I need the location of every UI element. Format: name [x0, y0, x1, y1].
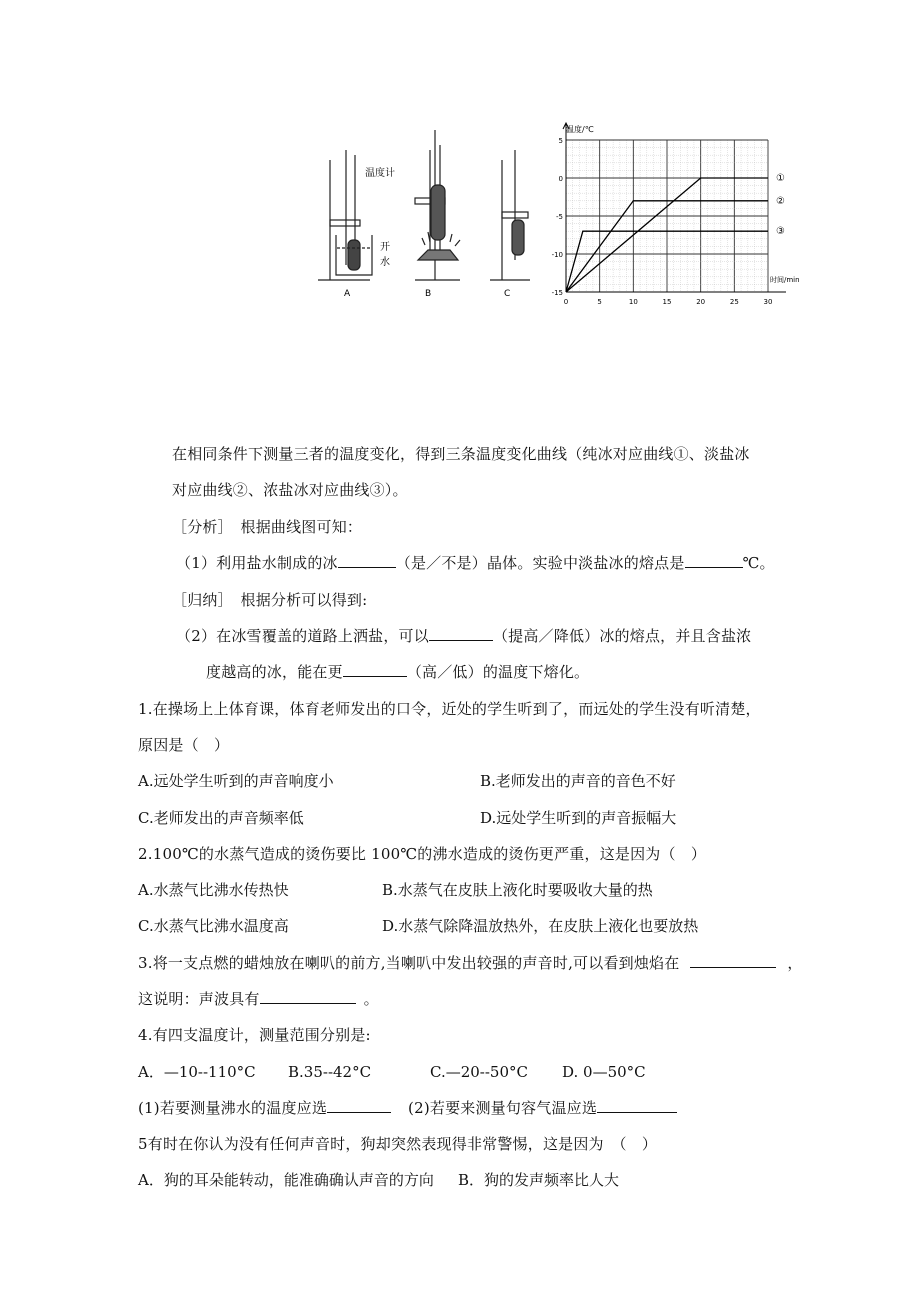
x-tick-label: 0: [563, 298, 569, 306]
label-a: A: [344, 289, 351, 299]
question-2-option-d[interactable]: D.水蒸气除降温放热外，在皮肤上液化也要放热: [382, 917, 699, 935]
question-5-stem: 5有时在你认为没有任何声音时，狗却突然表现得非常警惕，这是因为 （ ）: [138, 1135, 658, 1153]
q1-blank-crystal[interactable]: [338, 553, 396, 568]
series-label-1: ①: [776, 173, 785, 184]
x-tick-label: 10: [628, 298, 638, 306]
question-3-line-2: [138, 989, 379, 1009]
question-2-option-a[interactable]: A.水蒸气比沸水传热快: [138, 881, 289, 899]
analysis-heading: ［分析］ 根据曲线图可知：: [172, 518, 363, 536]
question-4-option-a[interactable]: A．—10--110°C: [138, 1063, 256, 1081]
y-tick-label: 0: [558, 175, 563, 183]
x-tick-label: 30: [763, 298, 773, 306]
series-label-3: ③: [776, 226, 785, 238]
question-1-option-b[interactable]: B.老师发出的声音的音色不好: [480, 772, 676, 790]
q2-text-d: （高／低）的温度下熔化。: [406, 663, 590, 681]
chart-ticks: [552, 137, 773, 306]
chart-y-label: 温度/℃: [566, 125, 594, 134]
question-5-option-a[interactable]: A．狗的耳朵能转动，能准确确认声音的方向: [138, 1171, 434, 1189]
question-1-option-c[interactable]: C.老师发出的声音频率低: [138, 809, 304, 827]
question-4-subquestions: [138, 1098, 677, 1118]
question-1-option-d[interactable]: D.远处学生听到的声音振幅大: [480, 809, 677, 827]
question-1-stem-1: 1.在操场上上体育课，体育老师发出的口令，近处的学生听到了，而远处的学生没有听清楚，: [138, 700, 761, 718]
question-1-option-a[interactable]: A.远处学生听到的声音响度小: [138, 772, 334, 790]
x-tick-label: 15: [662, 298, 672, 306]
q2-blank-melting-change[interactable]: [429, 626, 493, 641]
question-5-option-b[interactable]: B．狗的发声频率比人大: [458, 1171, 620, 1189]
question-4-option-c[interactable]: C.—20--50°C: [430, 1063, 528, 1081]
q2-text-b: （提高／降低）冰的熔点，并且含盐浓: [492, 627, 752, 645]
q4-sub-2: (2)若要来测量句容气温应选: [408, 1099, 598, 1117]
q2-text-a: （2）在冰雪覆盖的道路上洒盐，可以: [176, 627, 429, 645]
question-1-stem-2: 原因是（ ）: [138, 736, 230, 754]
summary-heading: ［归纳］ 根据分析可以得到:: [172, 591, 368, 609]
q4-blank-1[interactable]: [327, 1098, 391, 1113]
q3-blank-flame[interactable]: [690, 953, 776, 968]
summary-q2-line-2: [206, 662, 589, 682]
x-tick-label: 25: [729, 298, 739, 306]
q3-text-b: ，: [787, 954, 803, 972]
question-2-option-c[interactable]: C.水蒸气比沸水温度高: [138, 917, 289, 935]
x-tick-label: 20: [696, 298, 706, 306]
water-label-2: 水: [380, 257, 390, 268]
question-2-option-b[interactable]: B.水蒸气在皮肤上液化时要吸收大量的热: [382, 881, 653, 899]
chart-x-label: 时间/min: [770, 276, 800, 284]
y-tick-label: -10: [551, 251, 563, 259]
intro-line-2: 对应曲线②、浓盐冰对应曲线③）。: [172, 481, 408, 499]
q3-text-d: 。: [363, 990, 379, 1008]
summary-q2-line-1: [176, 626, 751, 646]
temperature-chart: [540, 120, 810, 310]
question-4-option-d[interactable]: D. 0—50°C: [562, 1063, 646, 1081]
experiment-figure: [310, 120, 810, 310]
q1-text-a: （1）利用盐水制成的冰: [176, 554, 338, 572]
label-c: C: [504, 289, 511, 299]
x-tick-label: 5: [597, 298, 602, 306]
label-b: B: [425, 289, 432, 299]
intro-line-1: 在相同条件下测量三者的温度变化，得到三条温度变化曲线（纯冰对应曲线①、淡盐冰: [172, 445, 750, 463]
y-tick-label: -15: [551, 289, 563, 297]
q1-blank-melting-point[interactable]: [685, 553, 743, 568]
q3-text-c: 这说明：声波具有: [138, 990, 260, 1008]
question-3-line-1: [138, 953, 803, 973]
q2-blank-temperature[interactable]: [343, 662, 407, 677]
question-4-stem: 4.有四支温度计，测量范围分别是:: [138, 1026, 371, 1044]
y-tick-label: 5: [558, 137, 563, 145]
analysis-q1: [176, 553, 775, 573]
q3-blank-energy[interactable]: [260, 989, 356, 1004]
chart-grid: [566, 140, 768, 292]
thermometer-label: 温度计: [365, 168, 395, 179]
q1-text-b: （是／不是）晶体。实验中淡盐冰的熔点是: [395, 554, 685, 572]
question-4-option-b[interactable]: B.35--42°C: [288, 1063, 372, 1081]
q1-text-c: ℃。: [742, 554, 775, 572]
y-tick-label: -5: [556, 213, 563, 221]
q4-sub-1: (1)若要测量沸水的温度应选: [138, 1099, 328, 1117]
question-2-stem: 2.100℃的水蒸气造成的烫伤要比 100℃的沸水造成的烫伤更严重，这是因为（ ）: [138, 845, 707, 863]
q4-blank-2[interactable]: [597, 1098, 677, 1113]
q3-text-a: 3.将一支点燃的蜡烛放在喇叭的前方,当喇叭中发出较强的声音时,可以看到烛焰在: [138, 954, 680, 972]
water-label-1: 开: [380, 242, 390, 253]
chart-series: [566, 173, 785, 292]
q2-text-c: 度越高的冰，能在更: [206, 663, 343, 681]
series-label-2: ②: [776, 195, 785, 207]
